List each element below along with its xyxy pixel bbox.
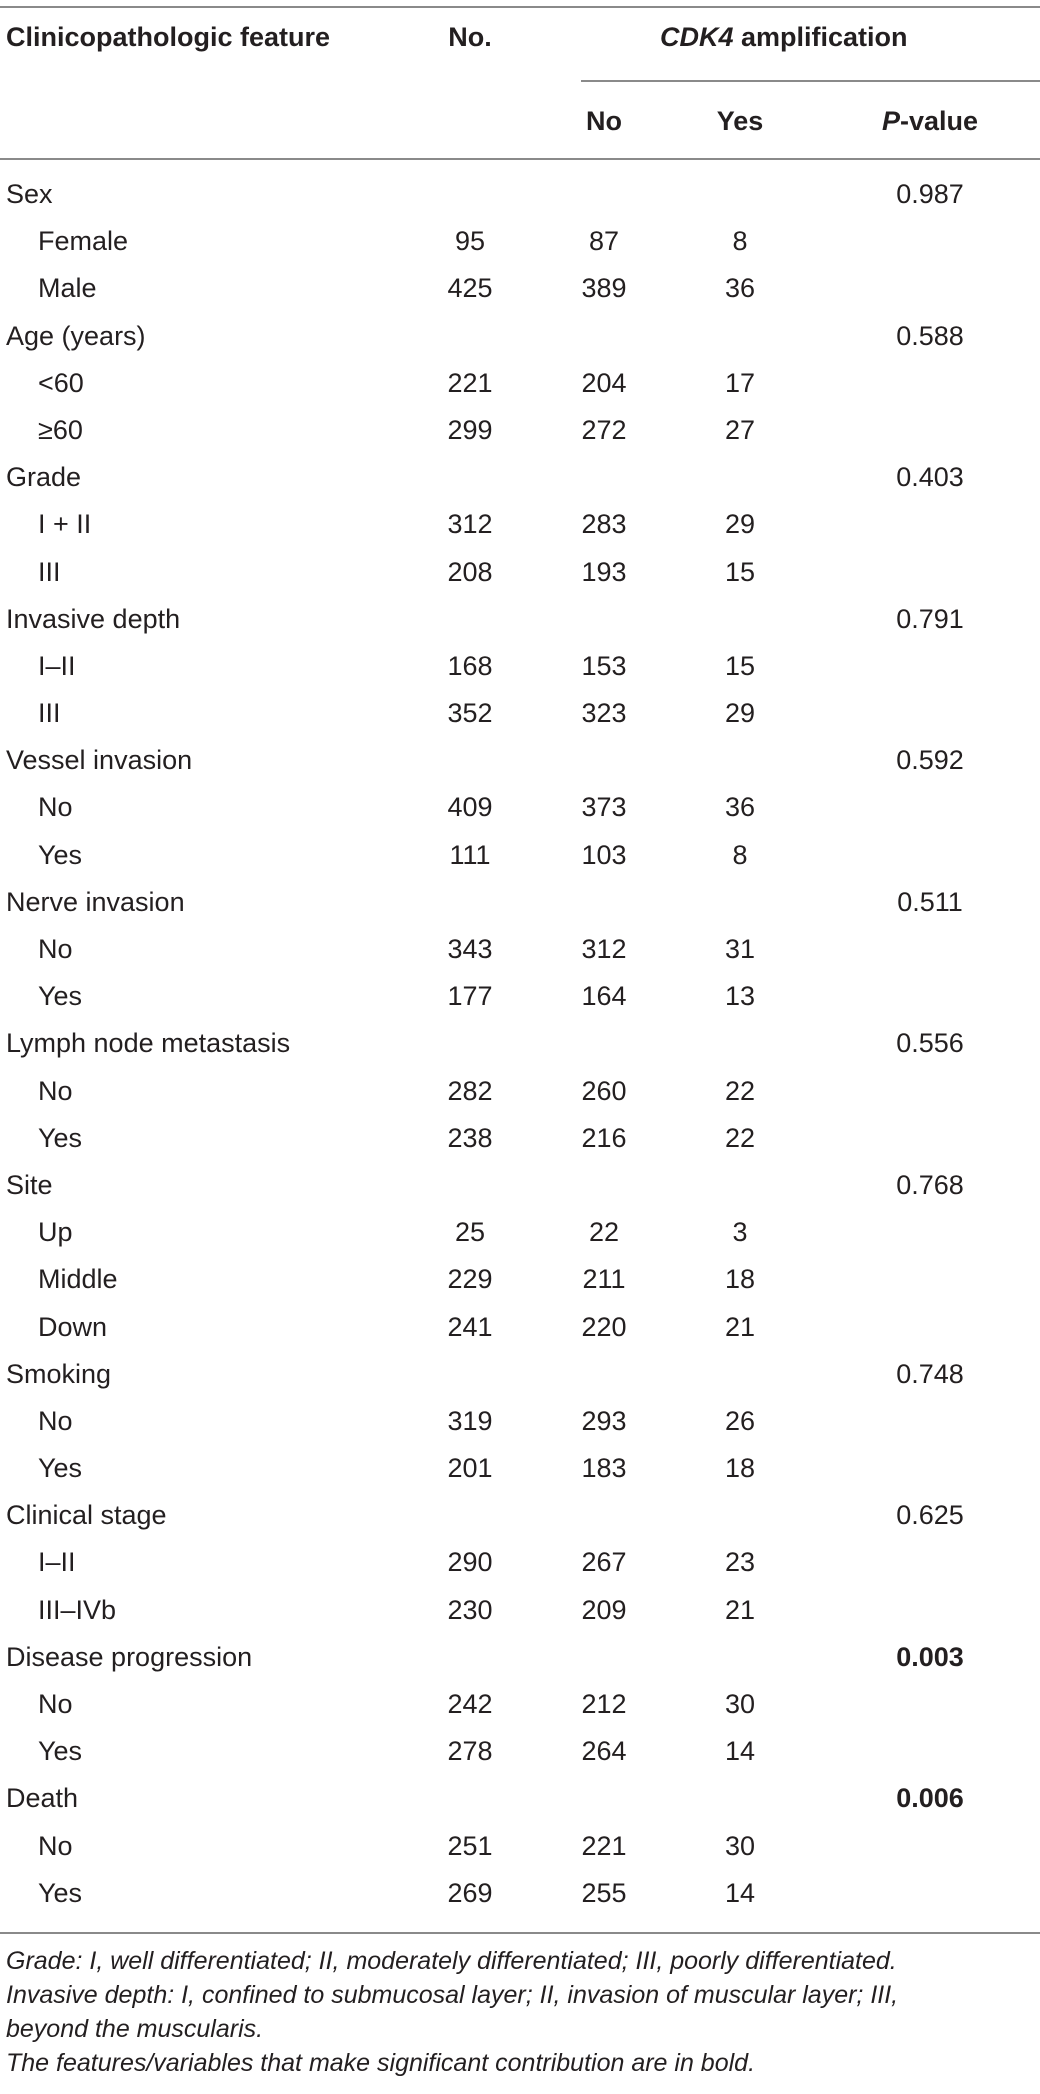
table-row-category: [0, 1782, 1040, 1829]
cell-feature: <60: [38, 367, 84, 398]
cell-feature: ≥60: [38, 414, 83, 445]
table-row-subcategory: [0, 508, 1040, 555]
table-bottom-rule: [0, 1932, 1040, 1934]
cell-cdk4-no: 264: [581, 1736, 627, 1767]
cell-cdk4-no: 389: [581, 273, 627, 304]
cell-cdk4-yes: 18: [724, 1453, 756, 1484]
cell-cdk4-yes: 22: [724, 1122, 756, 1153]
cell-p-value: 0.511: [897, 886, 963, 917]
cell-cdk4-no: 260: [581, 1075, 627, 1106]
cell-feature: Yes: [38, 1453, 83, 1484]
table-row-subcategory: [0, 1830, 1040, 1877]
cell-p-value: 0.987: [896, 179, 964, 209]
cell-cdk4-yes: 17: [724, 367, 756, 398]
cell-feature: Smoking: [6, 1358, 112, 1389]
table-row-subcategory: [0, 1877, 1040, 1924]
cell-total-no: 168: [447, 650, 493, 681]
cell-feature: Yes: [38, 1122, 83, 1153]
cell-p-value: 0.588: [896, 320, 964, 351]
cell-p-value: 0.768: [896, 1169, 964, 1200]
cell-cdk4-yes: 27: [724, 414, 756, 445]
cell-cdk4-no: 283: [581, 509, 627, 540]
cell-p-value: 0.556: [896, 1028, 964, 1059]
cell-cdk4-yes: 30: [724, 1689, 756, 1719]
table-row-subcategory: [0, 1263, 1040, 1310]
cell-feature: I–II: [38, 650, 76, 681]
cell-p-value: 0.592: [896, 745, 964, 776]
cell-total-no: 208: [447, 556, 493, 587]
cell-cdk4-no: 255: [581, 1877, 627, 1908]
header-no: No.: [448, 22, 492, 52]
cell-total-no: 409: [447, 792, 493, 823]
cell-total-no: 221: [447, 367, 493, 398]
table-row-subcategory: [0, 839, 1040, 886]
cell-total-no: 95: [454, 226, 486, 257]
table-row-category: [0, 1641, 1040, 1688]
header-pvalue-p: P: [881, 106, 900, 136]
table-row-subcategory: [0, 225, 1040, 272]
cell-cdk4-no: 153: [581, 650, 627, 681]
cell-total-no: 238: [447, 1122, 493, 1153]
header-bottom-rule: [0, 158, 1040, 160]
cell-cdk4-no: 221: [581, 1830, 627, 1861]
header-pvalue-suffix: -value: [899, 106, 979, 136]
table-row-subcategory: [0, 1594, 1040, 1641]
cell-cdk4-yes: 15: [724, 650, 756, 681]
cell-cdk4-no: 87: [588, 226, 620, 257]
cell-feature: No: [38, 1689, 73, 1719]
cell-cdk4-yes: 29: [724, 698, 756, 729]
cell-cdk4-yes: 31: [724, 934, 756, 964]
header-cdk4-amplification: [660, 22, 908, 53]
cell-p-value: 0.791: [896, 603, 964, 634]
cell-total-no: 278: [447, 1736, 493, 1767]
cell-cdk4-no: 312: [581, 934, 627, 964]
cell-feature: Middle: [38, 1264, 118, 1295]
cell-total-no: 229: [447, 1264, 493, 1295]
cell-cdk4-yes: 18: [724, 1264, 756, 1295]
cell-cdk4-yes: 15: [724, 556, 756, 587]
cell-feature: I–II: [38, 1547, 76, 1578]
cell-feature: No: [38, 1830, 73, 1861]
cell-cdk4-yes: 3: [732, 1217, 748, 1248]
footnote-invasive-depth: Invasive depth: I, confined to submucosal layer; II, invasion of muscular layer; III,: [6, 1981, 899, 2009]
cell-cdk4-no: 272: [581, 414, 627, 445]
cell-cdk4-yes: 13: [724, 981, 756, 1012]
table-row-subcategory: [0, 650, 1040, 697]
cell-cdk4-yes: 21: [724, 1594, 756, 1625]
table-row-category: [0, 744, 1040, 791]
cell-feature: Death: [6, 1783, 79, 1814]
cell-feature: Sex: [6, 179, 53, 209]
table-row-subcategory: [0, 791, 1040, 838]
cell-feature: No: [38, 1075, 73, 1106]
table-row-category: [0, 1169, 1040, 1216]
cell-total-no: 177: [447, 981, 493, 1012]
footnote-bold-note: The features/variables that make significant contribution are in bold.: [6, 2049, 756, 2077]
cell-feature: Vessel invasion: [6, 745, 193, 776]
cell-cdk4-no: 211: [582, 1264, 626, 1295]
table-row-subcategory: [0, 1452, 1040, 1499]
cell-total-no: 230: [447, 1594, 493, 1625]
cell-total-no: 343: [447, 934, 493, 964]
table-row-subcategory: [0, 1688, 1040, 1735]
cell-feature: Yes: [38, 1877, 83, 1908]
cell-total-no: 251: [447, 1830, 493, 1861]
cell-total-no: 352: [447, 698, 493, 729]
cell-cdk4-no: 323: [581, 698, 627, 729]
header-cdk4-gene: CDK4: [660, 22, 734, 52]
cell-cdk4-no: 293: [581, 1405, 627, 1436]
table-row-subcategory: [0, 1075, 1040, 1122]
cell-cdk4-yes: 14: [724, 1877, 756, 1908]
cell-cdk4-yes: 36: [724, 792, 756, 823]
cell-feature: Yes: [38, 839, 83, 870]
cell-cdk4-yes: 30: [724, 1830, 756, 1861]
cell-cdk4-no: 204: [581, 367, 627, 398]
cell-cdk4-no: 209: [581, 1594, 627, 1625]
cell-p-value: 0.403: [896, 462, 964, 493]
cell-cdk4-no: 103: [581, 839, 627, 870]
cdk4-span-rule: [581, 80, 1040, 82]
table-row-subcategory: [0, 933, 1040, 980]
table-row-category: [0, 320, 1040, 367]
cell-total-no: 269: [447, 1877, 493, 1908]
table-footnotes: [6, 1944, 1036, 2080]
cell-cdk4-yes: 22: [724, 1075, 756, 1106]
cell-total-no: 111: [449, 839, 491, 870]
cell-feature: Lymph node metastasis: [6, 1028, 291, 1059]
cell-cdk4-no: 267: [581, 1547, 627, 1578]
cell-feature: I + II: [38, 509, 92, 540]
table-row-subcategory: [0, 272, 1040, 319]
cell-feature: No: [38, 792, 73, 823]
cell-feature: No: [38, 934, 73, 964]
cell-feature: Site: [6, 1169, 53, 1200]
cell-cdk4-no: 164: [581, 981, 627, 1012]
cell-total-no: 319: [447, 1405, 493, 1436]
cell-cdk4-yes: 36: [724, 273, 756, 304]
cell-feature: Yes: [38, 981, 83, 1012]
cell-feature: Up: [38, 1217, 73, 1248]
table-row-category: [0, 603, 1040, 650]
cell-feature: Yes: [38, 1736, 83, 1767]
cell-cdk4-no: 220: [581, 1311, 627, 1342]
cell-total-no: 282: [447, 1075, 493, 1106]
cell-feature: Nerve invasion: [6, 886, 185, 917]
cell-cdk4-yes: 26: [724, 1405, 756, 1436]
table-row-category: [0, 1358, 1040, 1405]
cell-feature: III: [38, 698, 61, 729]
table-row-subcategory: [0, 1216, 1040, 1263]
table-row-category: [0, 1027, 1040, 1074]
cell-total-no: 25: [454, 1217, 486, 1248]
cell-feature: Down: [38, 1311, 108, 1342]
cell-cdk4-no: 183: [581, 1453, 627, 1484]
cell-cdk4-no: 193: [581, 556, 627, 587]
cell-feature: No: [38, 1405, 73, 1436]
table-row-subcategory: [0, 1311, 1040, 1358]
table-row-subcategory: [0, 1405, 1040, 1452]
table-row-subcategory: [0, 697, 1040, 744]
cell-cdk4-no: 22: [588, 1217, 620, 1248]
table-row-subcategory: [0, 556, 1040, 603]
cell-total-no: 201: [447, 1453, 493, 1484]
cell-total-no: 241: [447, 1311, 493, 1342]
table-top-rule: [0, 6, 1040, 8]
table-row-subcategory: [0, 1735, 1040, 1782]
header-cdk4-suffix: amplification: [733, 22, 908, 52]
table-row-category: [0, 886, 1040, 933]
table-row-subcategory: [0, 1122, 1040, 1169]
cell-total-no: 242: [447, 1689, 493, 1719]
table-row-subcategory: [0, 414, 1040, 461]
cell-feature: Grade: [6, 462, 82, 493]
cell-feature: III: [38, 556, 61, 587]
cell-feature: Female: [38, 226, 129, 257]
cell-p-value: 0.748: [896, 1358, 964, 1389]
header-sub-yes: Yes: [716, 106, 764, 136]
cell-feature: Disease progression: [6, 1641, 253, 1672]
cell-cdk4-no: 212: [581, 1689, 627, 1719]
table-row-category: [0, 178, 1040, 225]
cell-feature: Clinical stage: [6, 1500, 167, 1531]
table-row-subcategory: [0, 1546, 1040, 1593]
cell-cdk4-yes: 29: [724, 509, 756, 540]
cell-total-no: 290: [447, 1547, 493, 1578]
cell-cdk4-yes: 21: [724, 1311, 756, 1342]
cell-feature: Male: [38, 273, 97, 304]
header-pvalue: [860, 106, 1000, 137]
cell-feature: III–IVb: [38, 1594, 117, 1625]
cell-cdk4-yes: 8: [732, 226, 748, 257]
table-row-subcategory: [0, 367, 1040, 414]
table-body: [0, 178, 1040, 1924]
cell-cdk4-no: 373: [581, 792, 627, 823]
cell-cdk4-yes: 8: [732, 839, 748, 870]
footnote-grade: Grade: I, well differentiated; II, moderately differentiated; III, poorly differentiated.: [6, 1947, 897, 1975]
cell-total-no: 312: [447, 509, 493, 540]
cell-p-value: 0.003: [896, 1641, 964, 1672]
cell-total-no: 425: [447, 273, 493, 304]
cell-total-no: 299: [447, 414, 493, 445]
cell-p-value: 0.625: [896, 1500, 964, 1531]
cell-feature: Invasive depth: [6, 603, 181, 634]
table-row-category: [0, 1499, 1040, 1546]
footnote-invasive-depth-cont: beyond the muscularis.: [6, 2015, 264, 2043]
cell-cdk4-yes: 14: [724, 1736, 756, 1767]
table-row-category: [0, 461, 1040, 508]
cell-cdk4-no: 216: [581, 1122, 627, 1153]
header-feature: Clinicopathologic feature: [6, 22, 331, 52]
table-row-subcategory: [0, 980, 1040, 1027]
cell-cdk4-yes: 23: [724, 1547, 756, 1578]
header-sub-no: No: [586, 106, 622, 136]
cell-feature: Age (years): [6, 320, 146, 351]
cell-p-value: 0.006: [896, 1783, 964, 1814]
